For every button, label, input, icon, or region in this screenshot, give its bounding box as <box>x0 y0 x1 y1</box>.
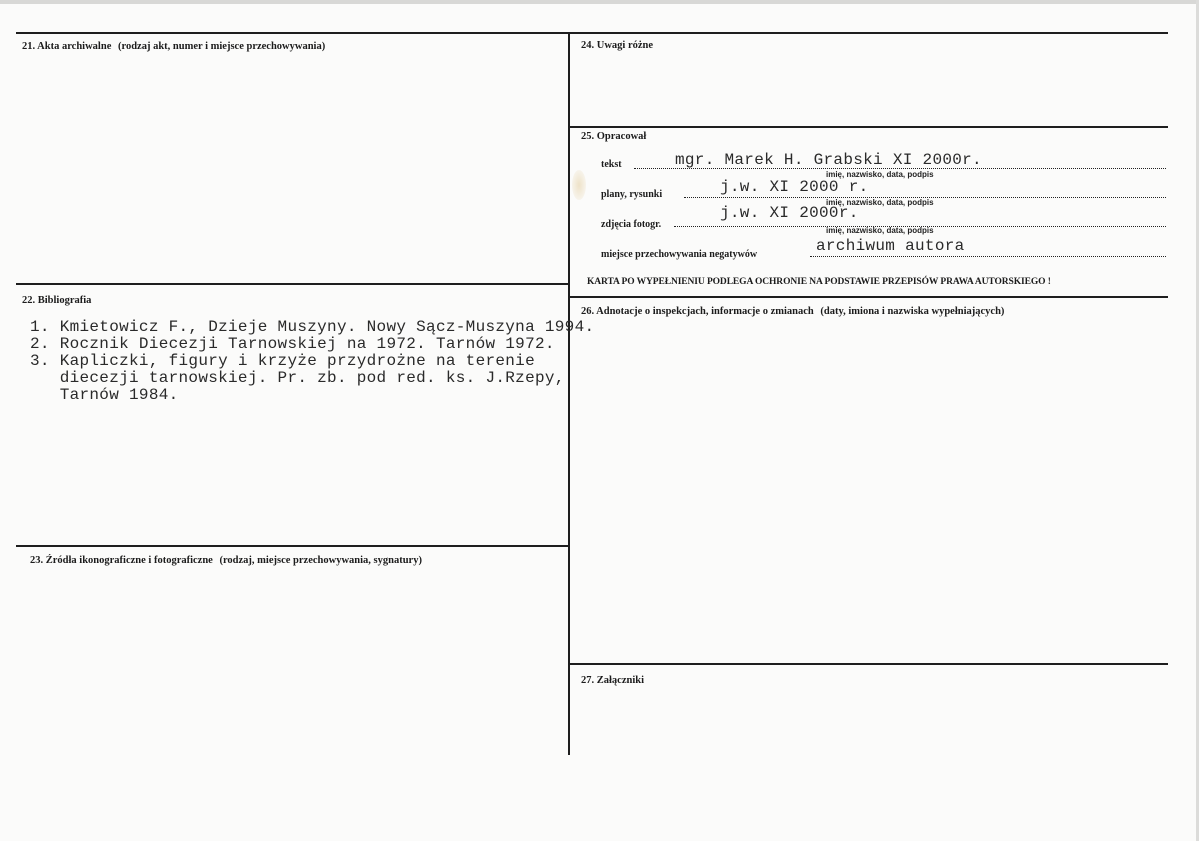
bibliography-line-1: 1. Kmietowicz F., Dzieje Muszyny. Nowy Sącz-Muszyna 1994. <box>30 318 595 336</box>
section-22-heading <box>22 295 91 306</box>
section-23-subtitle: (rodzaj, miejsce przechowywania, sygnatury) <box>219 555 422 566</box>
rule-25-26 <box>569 296 1168 298</box>
section-22-title: Bibliografia <box>37 295 92 306</box>
bibliography-line-5: Tarnów 1984. <box>30 386 179 404</box>
section-21-title: Akta archiwalne <box>37 41 112 52</box>
section-24-number: 24. <box>581 40 595 51</box>
paper-edge-top <box>0 0 1199 4</box>
row-value-text: mgr. Marek H. Grabski XI 2000r. <box>675 151 982 169</box>
section-23-title: Źródła ikonograficzne i fotograficzne <box>45 555 213 566</box>
section-23-heading <box>30 555 422 566</box>
row-value-photos: j.w. XI 2000r. <box>720 204 859 222</box>
section-26-heading <box>581 306 1004 317</box>
rule-24-25 <box>569 126 1168 128</box>
row-label-photos: zdjęcia fotogr. <box>601 219 662 230</box>
rule-26-27 <box>569 663 1168 665</box>
section-27-title: Załączniki <box>596 675 645 686</box>
section-27-heading <box>581 675 644 686</box>
section-21-heading <box>22 41 325 52</box>
row-value-plans: j.w. XI 2000 r. <box>720 178 869 196</box>
center-divider <box>568 32 570 755</box>
top-rule <box>16 32 1168 34</box>
section-25-title: Opracował <box>596 131 647 142</box>
row-label-negatives: miejsce przechowywania negatywów <box>601 249 758 260</box>
section-24-title: Uwagi różne <box>596 40 654 51</box>
section-23-number: 23. <box>30 555 44 566</box>
section-27-number: 27. <box>581 675 595 686</box>
row-hint-plans: imię, nazwisko, data, podpis <box>826 198 934 207</box>
rule-22-23 <box>16 545 569 547</box>
bibliography-line-4: diecezji tarnowskiej. Pr. zb. pod red. ks. J.Rzepy, <box>30 369 565 387</box>
section-24-heading <box>581 40 653 51</box>
section-26-number: 26. <box>581 306 595 317</box>
bibliography-line-2: 2. Rocznik Diecezji Tarnowskiej na 1972. Tarnów 1972. <box>30 335 555 353</box>
row-value-negatives: archiwum autora <box>816 237 965 255</box>
rule-21-22 <box>16 283 569 285</box>
section-26-subtitle: (daty, imiona i nazwiska wypełniających) <box>820 306 1005 317</box>
section-21-subtitle: (rodzaj akt, numer i miejsce przechowywania) <box>117 41 326 52</box>
section-25-number: 25. <box>581 131 595 142</box>
section-25-heading <box>581 131 646 142</box>
paper-stain <box>572 170 586 200</box>
section-21-number: 21. <box>22 41 36 52</box>
bibliography-line-3: 3. Kapliczki, figury i krzyże przydrożne na terenie <box>30 352 535 370</box>
row-label-plans: plany, rysunki <box>601 189 663 200</box>
row-hint-photos: imię, nazwisko, data, podpis <box>826 226 934 235</box>
copyright-notice: KARTA PO WYPEŁNIENIU PODLEGA OCHRONIE NA PODSTAWIE PRZEPISÓW PRAWA AUTORSKIEGO ! <box>587 277 1051 287</box>
row-hint-text: imię, nazwisko, data, podpis <box>826 170 934 179</box>
row-label-text: tekst <box>601 159 622 170</box>
row-dots-negatives <box>810 256 1166 257</box>
section-26-title: Adnotacje o inspekcjach, informacje o zmianach <box>596 306 814 317</box>
section-22-number: 22. <box>22 295 36 306</box>
